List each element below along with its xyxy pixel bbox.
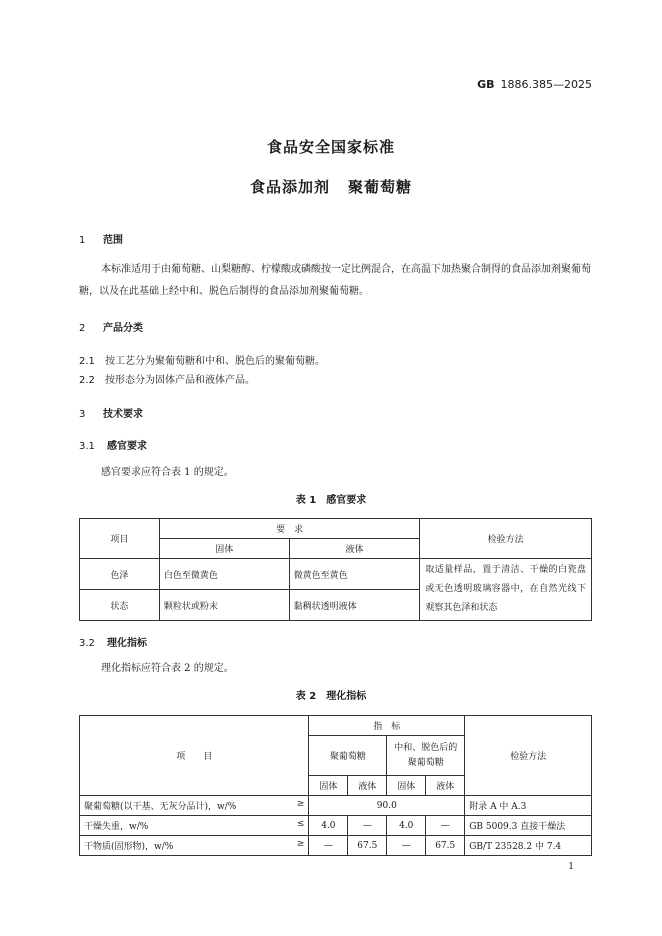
table-1-caption: 表 1 感官要求 bbox=[295, 495, 367, 506]
t2-item-symbol: ≤ bbox=[296, 819, 305, 829]
t1-header-requirement: 要 求 bbox=[159, 519, 419, 539]
table-2 bbox=[79, 715, 592, 856]
t2-item-symbol: ≥ bbox=[296, 839, 305, 849]
t2-item-text: 干物质(固形物)，w/% bbox=[84, 842, 174, 852]
subtitle-part1: 食品添加剂 bbox=[249, 178, 330, 196]
item-2-2-number: 2.2 bbox=[79, 375, 95, 386]
subtitle-part2: 聚葡萄糖 bbox=[348, 178, 413, 196]
t2-header-method: 检验方法 bbox=[465, 716, 592, 796]
t1-row-solid: 白色至微黄色 bbox=[159, 559, 289, 590]
t1-row-item: 色泽 bbox=[80, 559, 160, 590]
table-2-caption: 表 2 理化指标 bbox=[295, 691, 367, 702]
section-3-2-heading bbox=[79, 634, 147, 649]
table-row bbox=[80, 796, 592, 816]
table-1 bbox=[79, 518, 592, 621]
section-3-title: 技术要求 bbox=[103, 409, 143, 420]
t2-cell: 4.0 bbox=[387, 816, 426, 836]
t1-row-liquid: 微黄色至黄色 bbox=[289, 559, 420, 590]
t2-header-liquid: 液体 bbox=[348, 776, 387, 796]
document-title: 食品安全国家标准 bbox=[266, 138, 395, 156]
t2-row-method: GB/T 23528.2 中 7.4 bbox=[465, 836, 592, 856]
section-2-title: 产品分类 bbox=[103, 323, 143, 334]
section-3-number: 3 bbox=[79, 409, 86, 420]
section-3-1-number: 3.1 bbox=[79, 441, 95, 452]
section-3-2-text: 理化指标应符合表 2 的规定。 bbox=[101, 663, 234, 674]
t1-row-solid: 颗粒状或粉末 bbox=[159, 590, 289, 621]
t2-item-symbol: ≥ bbox=[296, 799, 305, 809]
t2-item-text: 聚葡萄糖(以干基、无灰分品计)，w/% bbox=[84, 802, 237, 812]
t1-header-item: 项目 bbox=[80, 519, 160, 559]
t2-header-liquid: 液体 bbox=[426, 776, 465, 796]
t2-cell: 67.5 bbox=[348, 836, 387, 856]
section-2-heading bbox=[79, 319, 143, 334]
table-row bbox=[80, 559, 592, 590]
page-number: 1 bbox=[568, 862, 574, 872]
t2-row-item bbox=[80, 816, 309, 836]
table-row bbox=[80, 836, 592, 856]
t1-header-method: 检验方法 bbox=[420, 519, 592, 559]
t2-row-method: 附录 A 中 A.3 bbox=[465, 796, 592, 816]
section-3-2-number: 3.2 bbox=[79, 638, 95, 649]
section-3-heading bbox=[79, 405, 143, 420]
t2-row-item bbox=[80, 836, 309, 856]
t2-cell: — bbox=[348, 816, 387, 836]
section-3-1-title: 感官要求 bbox=[107, 441, 147, 452]
section-1-heading bbox=[79, 231, 123, 246]
t2-header-index: 指 标 bbox=[309, 716, 465, 736]
t2-merged-value: 90.0 bbox=[309, 796, 465, 816]
t2-cell: 67.5 bbox=[426, 836, 465, 856]
section-3-2-title: 理化指标 bbox=[107, 638, 147, 649]
t2-header-polydextrose: 聚葡萄糖 bbox=[309, 736, 387, 776]
section-1-title: 范围 bbox=[103, 235, 123, 246]
t2-cell: — bbox=[426, 816, 465, 836]
t2-header-neutralized: 中和、脱色后的聚葡萄糖 bbox=[387, 736, 465, 776]
standard-number: 1886.385—2025 bbox=[500, 78, 592, 91]
t2-row-item bbox=[80, 796, 309, 816]
t1-row-item: 状态 bbox=[80, 590, 160, 621]
item-2-1-number: 2.1 bbox=[79, 356, 95, 367]
document-subtitle bbox=[0, 176, 662, 197]
t1-header-liquid: 液体 bbox=[289, 539, 420, 559]
t2-item-text: 干燥失重，w/% bbox=[84, 822, 149, 832]
t2-header-item: 项 目 bbox=[80, 716, 309, 796]
t2-cell: 4.0 bbox=[309, 816, 348, 836]
section-1-number: 1 bbox=[79, 235, 86, 246]
t1-header-solid: 固体 bbox=[159, 539, 289, 559]
t2-header-solid: 固体 bbox=[309, 776, 348, 796]
t1-row-liquid: 黏稠状透明液体 bbox=[289, 590, 420, 621]
item-2-2 bbox=[79, 371, 255, 386]
section-3-1-heading bbox=[79, 437, 147, 452]
t1-method-text: 取适量样品，置于清洁、干燥的白瓷盘或无色透明玻璃容器中，在自然光线下观察其色泽和状态 bbox=[420, 559, 592, 621]
t2-header-solid: 固体 bbox=[387, 776, 426, 796]
t2-cell: — bbox=[387, 836, 426, 856]
section-2-number: 2 bbox=[79, 323, 86, 334]
item-2-1 bbox=[79, 352, 325, 367]
t2-cell: — bbox=[309, 836, 348, 856]
standard-prefix: GB bbox=[477, 78, 495, 91]
section-3-1-text: 感官要求应符合表 1 的规定。 bbox=[101, 467, 234, 478]
item-2-2-text: 按形态分为固体产品和液体产品。 bbox=[105, 375, 255, 386]
standard-code bbox=[477, 78, 592, 91]
item-2-1-text: 按工艺分为聚葡萄糖和中和、脱色后的聚葡萄糖。 bbox=[105, 356, 325, 367]
section-1-text: 本标准适用于由葡萄糖、山梨糖醇、柠檬酸或磷酸按一定比例混合，在高温下加热聚合制得的食品添加剂聚葡萄糖，以及在此基础上经中和、脱色后制得的食品添加剂聚葡萄糖。 bbox=[79, 264, 591, 297]
t2-row-method: GB 5009.3 直接干燥法 bbox=[465, 816, 592, 836]
table-row bbox=[80, 816, 592, 836]
